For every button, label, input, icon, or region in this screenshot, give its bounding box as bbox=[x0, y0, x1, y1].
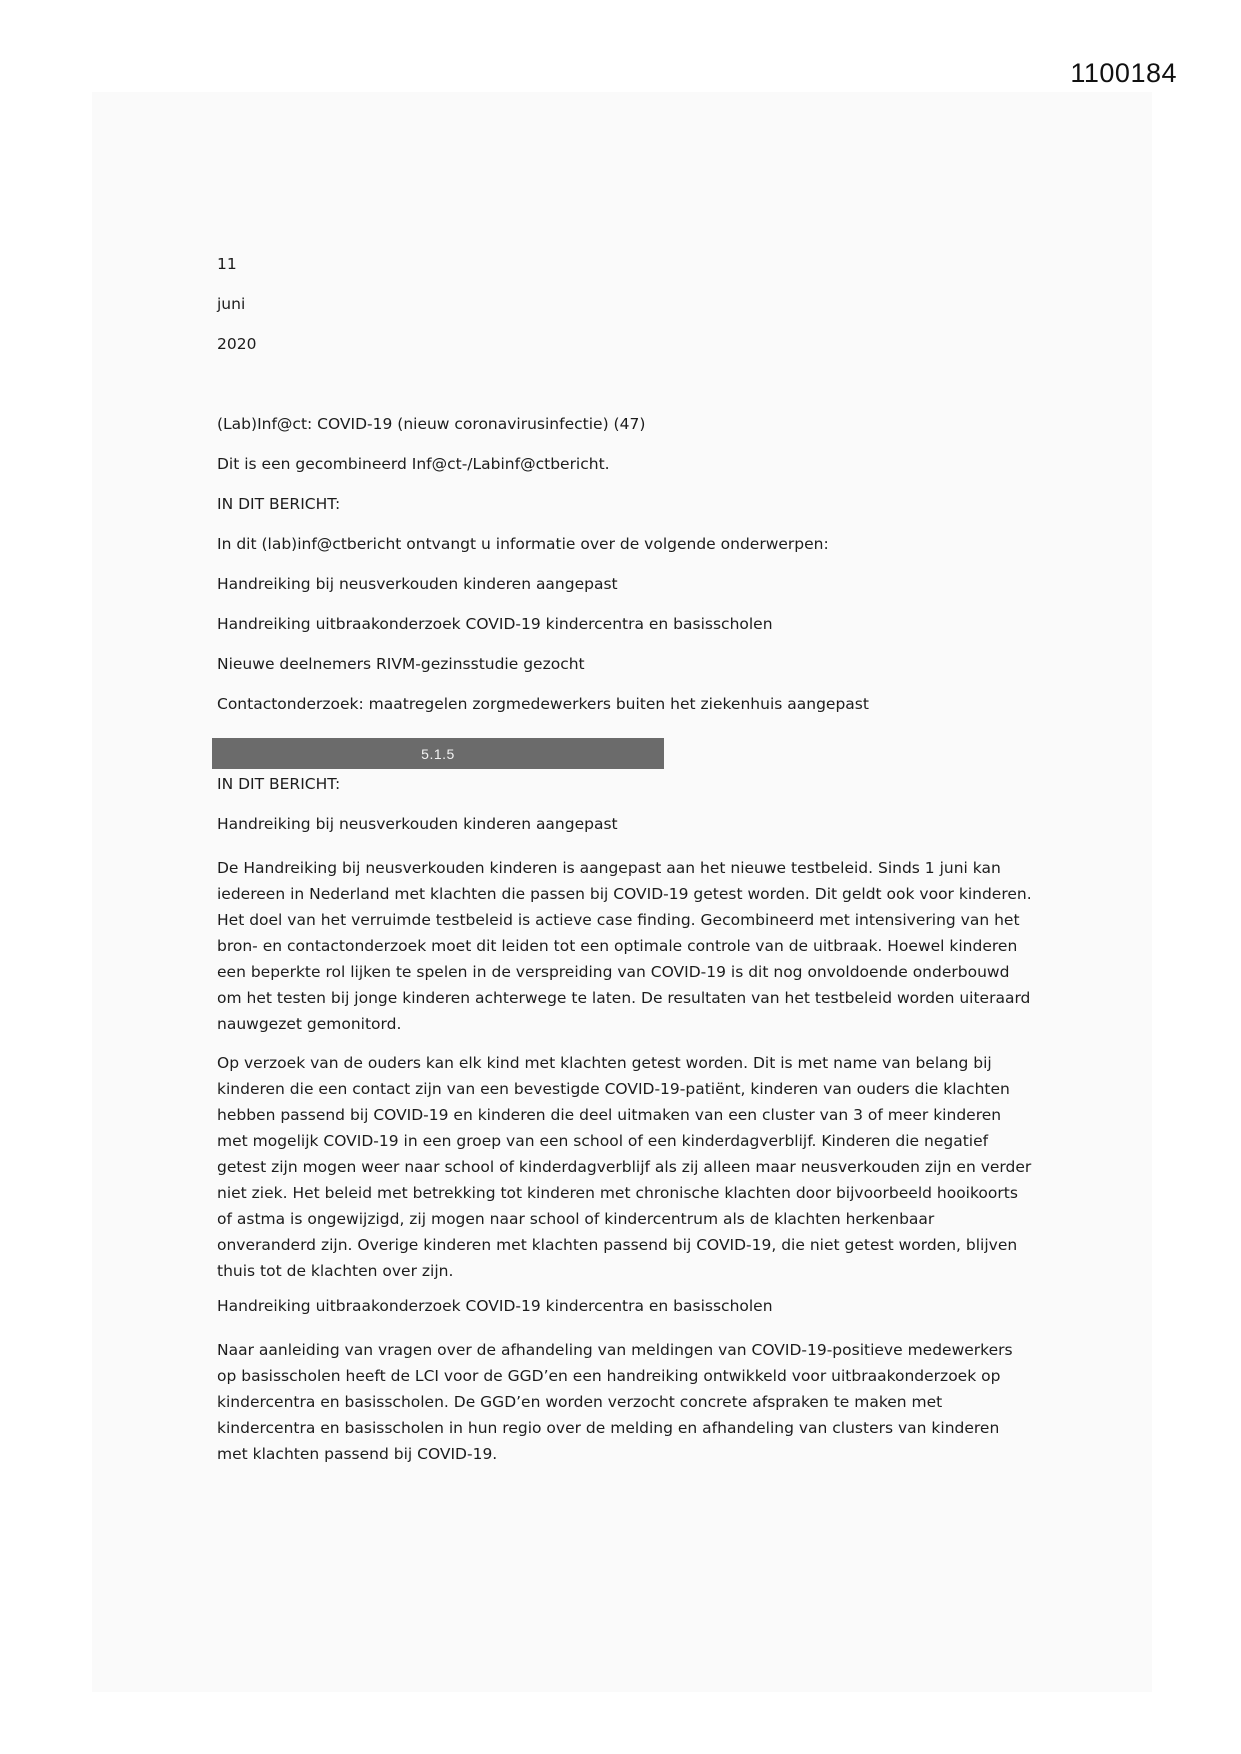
date-year: 2020 bbox=[217, 335, 257, 353]
message-title: (Lab)Inf@ct: COVID-19 (nieuw coronavirusinfectie) (47) bbox=[217, 415, 646, 433]
section-label: IN DIT BERICHT: bbox=[217, 775, 341, 793]
section-heading: Handreiking uitbraakonderzoek COVID-19 kindercentra en basisscholen bbox=[217, 1297, 773, 1315]
document-number: 1100184 bbox=[1070, 58, 1177, 88]
body-paragraph: De Handreiking bij neusverkouden kinderen is aangepast aan het nieuwe testbeleid. Sinds 1 juni kan iedereen in Nederland met klachten die passen bij COVID-19 getest worden. Dit geldt ook voor kinderen. Het doel van het verruimde testbeleid is actieve case finding. Gecombineerd met intensivering van het bron- en contactonderzoek moet dit leiden tot een optimale controle van de uitbraak. Hoewel kinderen een beperkte rol lijken te spelen in de verspreiding van COVID-19 is dit nog onvoldoende onderbouwd om het testen bij jonge kinderen achterwege te laten. De resultaten van het testbeleid worden uiteraard nauwgezet gemonitord. bbox=[217, 859, 1032, 1033]
contents-intro: In dit (lab)inf@ctbericht ontvangt u informatie over de volgende onderwerpen: bbox=[217, 535, 829, 553]
contents-label: IN DIT BERICHT: bbox=[217, 495, 341, 513]
date-month: juni bbox=[217, 295, 246, 313]
body-paragraph: Naar aanleiding van vragen over de afhandeling van meldingen van COVID-19-positieve medewerkers op basisscholen heeft de LCI voor de GGD’en een handreiking ontwikkeld voor uitbraakonderzoek op kindercentra en basisscholen. De GGD’en worden verzocht concrete afspraken te maken met kindercentra en basisscholen in hun regio over de melding en afhandeling van clusters van kinderen met klachten passend bij COVID-19. bbox=[217, 1341, 1013, 1463]
topic-item: Nieuwe deelnemers RIVM-gezinsstudie gezocht bbox=[217, 655, 585, 673]
body-paragraph: Op verzoek van de ouders kan elk kind met klachten getest worden. Dit is met name van belang bij kinderen die een contact zijn van een bevestigde COVID-19-patiënt, kinderen van ouders die klachten hebben passend bij COVID-19 en kinderen die deel uitmaken van een cluster van 3 of meer kinderen met mogelijk COVID-19 in een groep van een school of een kinderdagverblijf. Kinderen die negatief getest zijn mogen weer naar school of kinderdagverblijf als zij alleen maar neusverkouden zijn en verder niet ziek. Het beleid met betrekking tot kinderen met chronische klachten door bijvoorbeeld hooikoorts of astma is ongewijzigd, zij mogen naar school of kindercentrum als de klachten herkenbaar onveranderd zijn. Overige kinderen met klachten passend bij COVID-19, die niet getest worden, blijven thuis tot de klachten over zijn. bbox=[217, 1054, 1032, 1280]
topic-item: Handreiking uitbraakonderzoek COVID-19 kindercentra en basisscholen bbox=[217, 615, 773, 633]
topic-item: Handreiking bij neusverkouden kinderen aangepast bbox=[217, 575, 618, 593]
date-day: 11 bbox=[217, 255, 237, 273]
redaction-bar bbox=[212, 738, 664, 769]
message-subtitle: Dit is een gecombineerd Inf@ct-/Labinf@ctbericht. bbox=[217, 455, 610, 473]
topic-item: Contactonderzoek: maatregelen zorgmedewerkers buiten het ziekenhuis aangepast bbox=[217, 695, 869, 713]
redaction-code: 5.1.5 bbox=[421, 745, 455, 762]
section-heading: Handreiking bij neusverkouden kinderen aangepast bbox=[217, 815, 618, 833]
